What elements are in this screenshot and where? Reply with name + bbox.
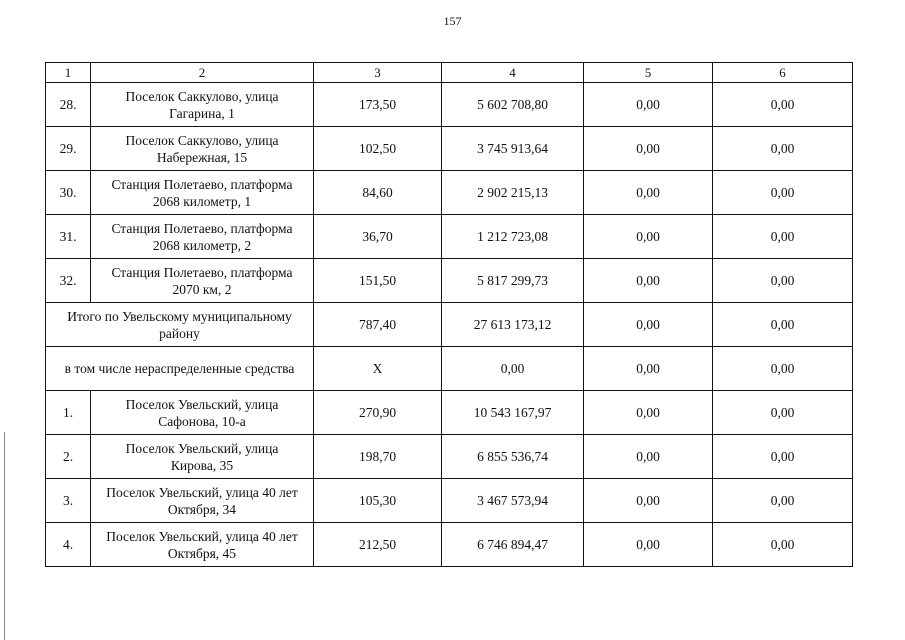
address-line: Кирова, 35 [170,457,234,473]
area-cell: 151,50 [314,259,442,303]
amount-cell: 3 467 573,94 [442,479,584,523]
column-6-cell: 0,00 [713,435,853,479]
column-number-row [46,63,853,83]
area-cell: 173,50 [314,83,442,127]
amount-cell: 2 902 215,13 [442,171,584,215]
row-number: 3. [46,479,91,523]
table-row [46,83,853,127]
column-5-cell: 0,00 [584,259,713,303]
address-line: Станция Полетаево, платформа [111,264,293,280]
unallocated-area: X [314,347,442,391]
amount-cell: 1 212 723,08 [442,215,584,259]
row-number: 28. [46,83,91,127]
total-label [46,303,314,347]
column-number-3: 3 [314,63,442,83]
area-cell: 102,50 [314,127,442,171]
amount-cell: 6 855 536,74 [442,435,584,479]
amount-cell: 10 543 167,97 [442,391,584,435]
column-6-cell: 0,00 [713,259,853,303]
column-5-cell: 0,00 [584,127,713,171]
address-cell [91,127,314,171]
total-row [46,303,853,347]
column-number-5: 5 [584,63,713,83]
area-cell: 36,70 [314,215,442,259]
column-5-cell: 0,00 [584,435,713,479]
unallocated-amount: 0,00 [442,347,584,391]
unallocated-label: в том числе нераспределенные средства [46,347,314,391]
total-amount: 27 613 173,12 [442,303,584,347]
area-cell: 105,30 [314,479,442,523]
address-line: Октября, 34 [167,501,237,517]
address-line: Поселок Саккулово, улица [125,132,279,148]
unallocated-row [46,347,853,391]
address-line: Поселок Увельский, улица [125,396,279,412]
budget-table [45,62,853,567]
address-line: 2068 километр, 1 [152,193,252,209]
address-line: 2068 километр, 2 [152,237,252,253]
table-row [46,523,853,567]
row-number: 1. [46,391,91,435]
column-number-4: 4 [442,63,584,83]
row-number: 29. [46,127,91,171]
address-line: Станция Полетаево, платформа [111,176,293,192]
table-row [46,127,853,171]
column-number-6: 6 [713,63,853,83]
row-number: 32. [46,259,91,303]
column-number-2: 2 [91,63,314,83]
table-body [46,63,853,567]
amount-cell: 3 745 913,64 [442,127,584,171]
total-area: 787,40 [314,303,442,347]
address-line: Поселок Саккулово, улица [125,88,279,104]
column-6-cell: 0,00 [713,215,853,259]
total-label-line: Итого по Увельскому муниципальному [67,308,292,324]
column-6-cell: 0,00 [713,523,853,567]
column-6-cell: 0,00 [713,83,853,127]
column-5-cell: 0,00 [584,479,713,523]
row-number: 4. [46,523,91,567]
table-row [46,435,853,479]
row-number: 2. [46,435,91,479]
amount-cell: 6 746 894,47 [442,523,584,567]
row-number: 30. [46,171,91,215]
address-cell [91,479,314,523]
address-line: Сафонова, 10-а [158,413,246,429]
column-6-cell: 0,00 [713,391,853,435]
total-column-5: 0,00 [584,303,713,347]
address-cell [91,215,314,259]
address-line: Поселок Увельский, улица 40 лет [106,528,298,544]
column-5-cell: 0,00 [584,171,713,215]
scan-edge-line [4,432,5,640]
area-cell: 212,50 [314,523,442,567]
column-5-cell: 0,00 [584,391,713,435]
total-label-line: району [159,325,200,341]
page-number: 157 [443,14,462,28]
address-line: 2070 км, 2 [172,281,232,297]
area-cell: 198,70 [314,435,442,479]
address-cell [91,435,314,479]
address-line: Октября, 45 [167,545,237,561]
address-line: Поселок Увельский, улица 40 лет [106,484,298,500]
total-column-6: 0,00 [713,303,853,347]
address-cell [91,83,314,127]
address-line: Поселок Увельский, улица [125,440,279,456]
column-number-1: 1 [46,63,91,83]
column-6-cell: 0,00 [713,479,853,523]
unallocated-column-6: 0,00 [713,347,853,391]
table-row [46,391,853,435]
amount-cell: 5 602 708,80 [442,83,584,127]
area-cell: 84,60 [314,171,442,215]
table-row [46,215,853,259]
column-5-cell: 0,00 [584,523,713,567]
address-cell [91,171,314,215]
column-6-cell: 0,00 [713,171,853,215]
address-line: Станция Полетаево, платформа [111,220,293,236]
amount-cell: 5 817 299,73 [442,259,584,303]
column-5-cell: 0,00 [584,83,713,127]
table-row [46,259,853,303]
table-row [46,479,853,523]
table-row [46,171,853,215]
address-cell [91,259,314,303]
address-line: Набережная, 15 [156,149,248,165]
column-5-cell: 0,00 [584,215,713,259]
address-cell [91,523,314,567]
row-number: 31. [46,215,91,259]
unallocated-column-5: 0,00 [584,347,713,391]
address-cell [91,391,314,435]
area-cell: 270,90 [314,391,442,435]
column-6-cell: 0,00 [713,127,853,171]
address-line: Гагарина, 1 [169,105,235,121]
